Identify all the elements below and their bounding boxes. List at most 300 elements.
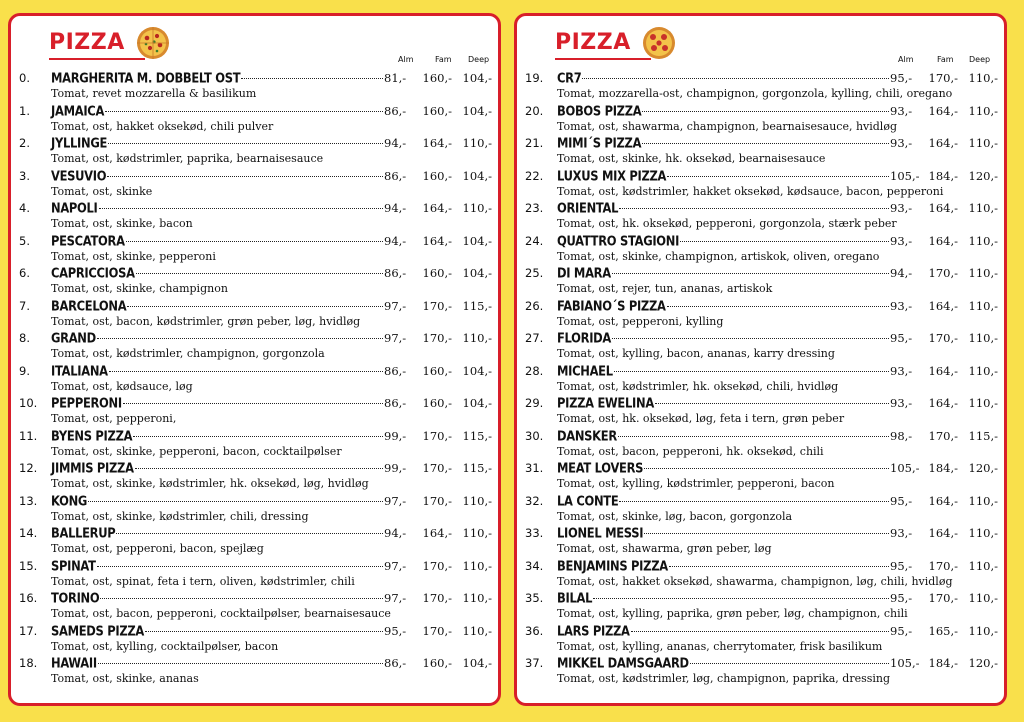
price-deep: 120,- (968, 656, 998, 670)
item-description: Tomat, ost, spinat, feta i tern, oliven, kødstrimler, chili (51, 574, 355, 588)
item-name: BARCELONA (51, 297, 127, 314)
dot-leader (126, 241, 383, 242)
price-deep: 110,- (968, 558, 998, 573)
dot-leader (619, 208, 889, 209)
price-fam: 160,- (422, 363, 452, 378)
title-block (555, 26, 676, 62)
item-description: Tomat, ost, shawarma, grøn peber, løg (557, 542, 772, 555)
item-description: Tomat, ost, kylling, kødstrimler, pepperoni, bacon (557, 477, 835, 490)
price-fam: 164,- (422, 526, 452, 540)
item-name: HAWAII (51, 654, 97, 671)
menu-item (525, 168, 998, 201)
menu-item-row (525, 655, 998, 672)
dot-leader (99, 208, 383, 209)
item-description: Tomat, ost, skinke, champignon (51, 282, 228, 295)
menu-item-row (525, 363, 998, 380)
item-number: 22. (525, 168, 544, 183)
menu-item-row (19, 395, 492, 412)
price-alm: 86,- (384, 103, 407, 118)
item-name: DI MARA (557, 264, 611, 281)
menu-item (19, 363, 492, 396)
menu-item-row (525, 70, 998, 87)
price-alm: 94,- (890, 266, 913, 280)
item-name: JAMAICA (51, 102, 105, 119)
menu-item (19, 590, 492, 623)
item-number: 10. (19, 396, 38, 410)
price-fam: 170,- (928, 71, 958, 85)
item-description: Tomat, ost, kødstrimler, paprika, bearnaisesauce (51, 152, 324, 165)
item-name: BOBOS PIZZA (557, 102, 642, 119)
price-deep: 110,- (462, 526, 492, 540)
menu-item-row (525, 168, 998, 185)
menu-item (525, 363, 998, 396)
menu-item-row (19, 525, 492, 542)
menu-item (525, 655, 998, 688)
menu-item-row (525, 395, 998, 412)
item-number: 32. (525, 493, 544, 508)
item-name: LIONEL MESSI (557, 524, 644, 541)
title-underline (555, 58, 651, 60)
col-header-deep: Deep (468, 55, 490, 64)
dot-leader (123, 403, 383, 404)
price-fam: 164,- (928, 233, 958, 248)
price-alm: 97,- (384, 493, 407, 508)
price-fam: 164,- (928, 298, 958, 313)
dot-leader (642, 111, 889, 112)
item-description: Tomat, ost, pepperoni, kylling (557, 314, 724, 328)
dot-leader (97, 338, 383, 339)
price-deep: 110,- (968, 266, 998, 280)
menu-item (19, 200, 492, 233)
price-fam: 160,- (422, 168, 452, 183)
item-description: Tomat, revet mozzarella & basilikum (51, 87, 257, 100)
price-deep: 110,- (462, 331, 492, 345)
price-alm: 97,- (384, 591, 407, 605)
price-fam: 170,- (422, 591, 452, 605)
price-deep: 110,- (968, 71, 998, 85)
dot-leader (619, 501, 889, 502)
menu-item-row (19, 493, 492, 510)
price-alm: 95,- (890, 558, 913, 573)
price-deep: 110,- (462, 623, 492, 638)
dot-leader (145, 631, 383, 632)
price-alm: 86,- (384, 656, 407, 670)
menu-item-row (525, 200, 998, 217)
item-description: Tomat, ost, skinke (51, 184, 153, 198)
price-fam: 170,- (422, 493, 452, 508)
dot-leader (642, 143, 889, 144)
price-fam: 164,- (928, 136, 958, 150)
menu-item (525, 298, 998, 331)
dot-leader (108, 143, 383, 144)
dot-leader (667, 176, 889, 177)
price-deep: 110,- (462, 493, 492, 508)
price-deep: 110,- (968, 591, 998, 605)
menu-item (525, 70, 998, 103)
menu-panel-right (514, 13, 1007, 706)
menu-item-row (19, 460, 492, 477)
price-fam: 164,- (928, 363, 958, 378)
item-number: 13. (19, 493, 38, 508)
price-deep: 110,- (968, 396, 998, 410)
item-number: 12. (19, 461, 38, 475)
price-fam: 170,- (928, 558, 958, 573)
dot-leader (109, 371, 383, 372)
price-deep: 115,- (462, 461, 492, 475)
dot-leader (133, 436, 383, 437)
menu-item (19, 558, 492, 591)
price-deep: 110,- (462, 201, 492, 215)
dot-leader (593, 598, 889, 599)
menu-item-row (525, 265, 998, 282)
price-alm: 93,- (890, 396, 913, 410)
item-number: 23. (525, 201, 544, 215)
item-description: Tomat, ost, skinke, hk. oksekød, bearnaisesauce (557, 152, 826, 165)
dot-leader (612, 273, 889, 274)
item-name: LA CONTE (557, 492, 619, 509)
menu-item (525, 135, 998, 168)
item-description: Tomat, ost, pepperoni, bacon, spejlæg (51, 542, 264, 555)
price-fam: 165,- (928, 623, 958, 638)
item-name: GRAND (51, 329, 96, 346)
item-number: 14. (19, 526, 38, 540)
item-description: Tomat, ost, skinke, kødstrimler, chili, dressing (51, 509, 309, 523)
price-fam: 164,- (928, 201, 958, 215)
price-alm: 95,- (890, 591, 913, 605)
price-fam: 170,- (928, 428, 958, 443)
price-alm: 97,- (384, 558, 407, 573)
price-deep: 104,- (462, 168, 492, 183)
item-description: Tomat, ost, hk. oksekød, pepperoni, gorgonzola, stærk peber (557, 217, 897, 230)
item-number: 20. (525, 103, 544, 118)
price-fam: 160,- (422, 656, 452, 670)
menu-item (19, 330, 492, 363)
dot-leader (614, 371, 889, 372)
item-number: 11. (19, 428, 38, 443)
dot-leader (644, 468, 889, 469)
item-number: 25. (525, 266, 544, 280)
item-number: 9. (19, 363, 30, 378)
dot-leader (669, 566, 889, 567)
item-number: 30. (525, 428, 544, 443)
col-header-fam: Fam (937, 55, 954, 64)
price-alm: 95,- (890, 331, 913, 345)
price-deep: 104,- (462, 656, 492, 670)
item-description: Tomat, ost, skinke, pepperoni, bacon, cocktailpølser (51, 444, 342, 458)
item-name: FABIANO´S PIZZA (557, 297, 666, 314)
item-name: MARGHERITA M. DOBBELT OST (51, 69, 241, 86)
price-fam: 160,- (422, 103, 452, 118)
price-alm: 95,- (890, 71, 913, 85)
price-deep: 110,- (968, 623, 998, 638)
menu-item (525, 103, 998, 136)
menu-item-row (19, 70, 492, 87)
menu-item-row (525, 428, 998, 445)
item-name: MIKKEL DAMSGAARD (557, 654, 689, 671)
menu-item (19, 623, 492, 656)
price-alm: 99,- (384, 461, 407, 475)
item-number: 37. (525, 656, 544, 670)
item-number: 28. (525, 363, 544, 378)
item-description: Tomat, ost, bacon, pepperoni, hk. oksekød, chili (557, 444, 824, 458)
price-fam: 170,- (422, 428, 452, 443)
dot-leader (612, 338, 889, 339)
price-fam: 164,- (422, 233, 452, 248)
item-number: 29. (525, 396, 544, 410)
item-description: Tomat, ost, rejer, tun, ananas, artiskok (557, 282, 773, 295)
item-name: QUATTRO STAGIONI (557, 232, 680, 249)
dot-leader (667, 306, 889, 307)
price-alm: 81,- (384, 71, 407, 85)
dot-leader (116, 533, 383, 534)
price-deep: 110,- (968, 526, 998, 540)
dot-leader (618, 436, 889, 437)
item-description: Tomat, mozzarella-ost, champignon, gorgonzola, kylling, chili, oregano (557, 87, 953, 100)
price-alm: 86,- (384, 266, 407, 280)
item-name: ORIENTAL (557, 199, 619, 216)
menu-item-row (19, 655, 492, 672)
item-number: 8. (19, 331, 30, 345)
price-fam: 160,- (422, 71, 452, 85)
item-name: KONG (51, 492, 88, 509)
item-number: 4. (19, 201, 30, 215)
item-description: Tomat, ost, skinke, champignon, artiskok, oliven, oregano (557, 249, 880, 263)
price-deep: 104,- (462, 103, 492, 118)
menu-item (525, 200, 998, 233)
price-deep: 110,- (462, 558, 492, 573)
item-description: Tomat, ost, kødstrimler, champignon, gorgonzola (51, 347, 325, 360)
item-name: JYLLINGE (51, 134, 108, 151)
item-name: MICHAEL (557, 362, 613, 379)
price-alm: 94,- (384, 136, 407, 150)
item-name: BILAL (557, 589, 593, 606)
item-number: 17. (19, 623, 38, 638)
price-alm: 86,- (384, 363, 407, 378)
title-underline (49, 58, 145, 60)
menu-item-row (525, 525, 998, 542)
item-name: LARS PIZZA (557, 622, 630, 639)
price-alm: 95,- (890, 493, 913, 508)
menu-item-row (525, 493, 998, 510)
menu-item-row (19, 168, 492, 185)
item-name: BENJAMINS PIZZA (557, 557, 668, 574)
item-description: Tomat, ost, hk. oksekød, løg, feta i tern, grøn peber (557, 412, 845, 425)
item-description: Tomat, ost, bacon, kødstrimler, grøn peber, løg, hvidløg (51, 314, 361, 328)
menu-item-row (525, 135, 998, 152)
price-fam: 164,- (422, 201, 452, 215)
price-alm: 93,- (890, 298, 913, 313)
item-number: 27. (525, 331, 544, 345)
price-alm: 97,- (384, 331, 407, 345)
dot-leader (690, 663, 889, 664)
item-number: 6. (19, 266, 30, 280)
item-description: Tomat, ost, hakket oksekød, chili pulver (51, 119, 274, 133)
menu-item-row (19, 135, 492, 152)
menu-list (19, 70, 492, 688)
menu-item (525, 460, 998, 493)
item-name: ITALIANA (51, 362, 108, 379)
price-deep: 110,- (968, 363, 998, 378)
item-name: PEPPERONI (51, 394, 122, 411)
item-description: Tomat, ost, kødstrimler, hakket oksekød, kødsauce, bacon, pepperoni (557, 184, 944, 198)
item-name: PIZZA EWELINA (557, 394, 654, 411)
menu-item (19, 395, 492, 428)
menu-item (525, 558, 998, 591)
price-alm: 105,- (890, 168, 920, 183)
pizza-icon (136, 26, 170, 60)
menu-item (19, 168, 492, 201)
dot-leader (136, 273, 383, 274)
menu-item-row (19, 233, 492, 250)
item-description: Tomat, ost, skinke, bacon (51, 217, 193, 230)
item-description: Tomat, ost, kylling, bacon, ananas, karry dressing (557, 347, 835, 360)
price-deep: 110,- (462, 591, 492, 605)
menu-item (525, 330, 998, 363)
item-number: 5. (19, 233, 30, 248)
section-title: PIZZA (555, 30, 631, 55)
price-alm: 93,- (890, 103, 913, 118)
price-fam: 164,- (928, 103, 958, 118)
item-number: 7. (19, 298, 30, 313)
menu-item-row (525, 460, 998, 477)
menu-item (19, 135, 492, 168)
item-description: Tomat, ost, kødsauce, løg (51, 379, 193, 393)
price-alm: 93,- (890, 136, 913, 150)
menu-item (19, 428, 492, 461)
item-number: 31. (525, 461, 544, 475)
item-number: 0. (19, 71, 30, 85)
menu-item-row (19, 330, 492, 347)
item-name: BYENS PIZZA (51, 427, 133, 444)
price-alm: 93,- (890, 363, 913, 378)
price-alm: 93,- (890, 233, 913, 248)
price-alm: 94,- (384, 233, 407, 248)
price-deep: 104,- (462, 396, 492, 410)
menu-item (19, 265, 492, 298)
item-name: DANSKER (557, 427, 617, 444)
price-fam: 170,- (422, 461, 452, 475)
item-name: SPINAT (51, 557, 96, 574)
item-description: Tomat, ost, skinke, løg, bacon, gorgonzola (557, 509, 793, 523)
item-description: Tomat, ost, skinke, ananas (51, 672, 199, 685)
menu-list (525, 70, 998, 688)
menu-item-row (19, 298, 492, 315)
col-header-deep: Deep (969, 55, 991, 64)
item-number: 2. (19, 136, 30, 150)
menu-item (525, 233, 998, 266)
price-deep: 110,- (462, 136, 492, 150)
menu-item-row (525, 623, 998, 640)
price-alm: 105,- (890, 461, 920, 475)
item-description: Tomat, ost, kødstrimler, løg, champignon, paprika, dressing (557, 672, 891, 685)
price-fam: 170,- (928, 331, 958, 345)
menu-item (525, 428, 998, 461)
menu-item-row (525, 103, 998, 120)
item-number: 3. (19, 168, 30, 183)
price-deep: 104,- (462, 266, 492, 280)
price-alm: 105,- (890, 656, 920, 670)
pizza-icon (642, 26, 676, 60)
menu-item-row (19, 200, 492, 217)
price-fam: 164,- (928, 493, 958, 508)
price-alm: 98,- (890, 428, 913, 443)
price-alm: 93,- (890, 201, 913, 215)
price-deep: 120,- (968, 168, 998, 183)
item-name: CR7 (557, 69, 582, 86)
menu-item (525, 395, 998, 428)
price-deep: 115,- (968, 428, 998, 443)
item-name: VESUVIO (51, 167, 107, 184)
menu-item (19, 655, 492, 688)
price-fam: 170,- (928, 266, 958, 280)
dot-leader (631, 631, 889, 632)
item-description: Tomat, ost, hakket oksekød, shawarma, champignon, løg, chili, hvidløg (557, 574, 953, 588)
item-number: 24. (525, 233, 544, 248)
item-number: 26. (525, 298, 544, 313)
menu-item-row (525, 330, 998, 347)
dot-leader (135, 468, 383, 469)
item-name: LUXUS MIX PIZZA (557, 167, 667, 184)
item-name: MIMI´S PIZZA (557, 134, 642, 151)
menu-item-row (19, 428, 492, 445)
price-deep: 110,- (968, 103, 998, 118)
price-fam: 160,- (422, 266, 452, 280)
item-number: 19. (525, 71, 544, 85)
section-title: PIZZA (49, 30, 125, 55)
menu-item (19, 525, 492, 558)
menu-item-row (19, 623, 492, 640)
dot-leader (105, 111, 383, 112)
dot-leader (88, 501, 383, 502)
item-name: SAMEDS PIZZA (51, 622, 144, 639)
price-fam: 184,- (928, 461, 958, 475)
item-number: 1. (19, 103, 30, 118)
menu-item-row (19, 590, 492, 607)
price-deep: 104,- (462, 233, 492, 248)
item-number: 16. (19, 591, 38, 605)
dot-leader (98, 663, 383, 664)
col-header-alm: Alm (398, 55, 414, 64)
price-fam: 160,- (422, 396, 452, 410)
price-deep: 110,- (968, 136, 998, 150)
dot-leader (100, 598, 383, 599)
col-header-alm: Alm (898, 55, 914, 64)
menu-item (525, 623, 998, 656)
price-alm: 95,- (384, 623, 407, 638)
price-alm: 86,- (384, 168, 407, 183)
item-description: Tomat, ost, skinke, kødstrimler, hk. oksekød, løg, hvidløg (51, 477, 369, 490)
price-alm: 94,- (384, 526, 407, 540)
price-alm: 99,- (384, 428, 407, 443)
price-fam: 170,- (422, 298, 452, 313)
price-deep: 110,- (968, 201, 998, 215)
price-deep: 120,- (968, 461, 998, 475)
price-fam: 170,- (422, 623, 452, 638)
dot-leader (127, 306, 383, 307)
price-fam: 184,- (928, 168, 958, 183)
item-number: 34. (525, 558, 544, 573)
item-description: Tomat, ost, kødstrimler, hk. oksekød, chili, hvidløg (557, 379, 839, 393)
menu-item (525, 265, 998, 298)
price-alm: 86,- (384, 396, 407, 410)
item-number: 36. (525, 623, 544, 638)
price-fam: 170,- (422, 331, 452, 345)
item-description: Tomat, ost, bacon, pepperoni, cocktailpølser, bearnaisesauce (51, 607, 391, 620)
price-fam: 164,- (928, 526, 958, 540)
item-name: MEAT LOVERS (557, 459, 644, 476)
menu-item-row (525, 558, 998, 575)
menu-item-row (19, 558, 492, 575)
